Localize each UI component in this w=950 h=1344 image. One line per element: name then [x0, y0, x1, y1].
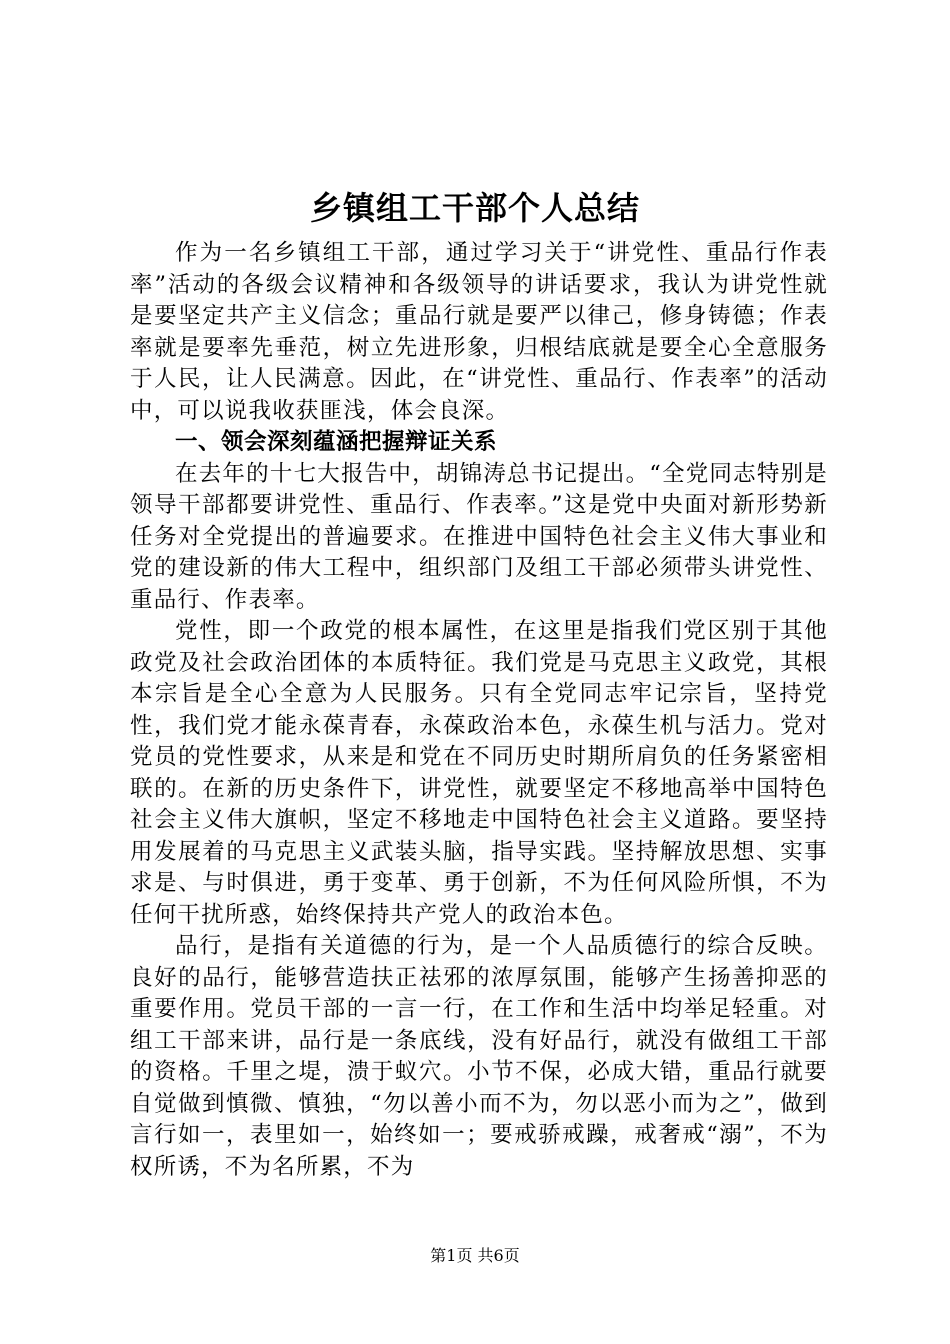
intro-paragraph: 作为一名乡镇组工干部，通过学习关于“讲党性、重品行作表率”活动的各级会议精神和各级领导的讲话要求，我认为讲党性就是要坚定共产主义信念；重品行就是要严以律己，修身铸德；作表率就是要率先垂范，树立先进形象，归根结底就是要全心全意服务于人民，让人民满意。因此，在“讲党性、重品行、作表率”的活动中，可以说我收获匪浅，体会良深。	[130, 240, 828, 424]
section-heading: 一、领会深刻蕴涵把握辩证关系	[175, 429, 498, 455]
document-body	[130, 238, 828, 1183]
body-paragraph: 品行，是指有关道德的行为，是一个人品质德行的综合反映。良好的品行，能够营造扶正祛邪的浓厚氛围，能够产生扬善抑恶的重要作用。党员干部的一言一行，在工作和生活中均举足轻重。对组工干部来讲，品行是一条底线，没有好品行，就没有做组工干部的资格。千里之堤，溃于蚁穴。小节不保，必成大错，重品行就要自觉做到慎微、慎独，“勿以善小而不为，勿以恶小而为之”，做到言行如一，表里如一，始终如一；要戒骄戒躁，戒奢戒“溺”，不为权所诱，不为名所累，不为	[130, 933, 828, 1180]
body-paragraph: 党性，即一个政党的根本属性，在这里是指我们党区别于其他政党及社会政治团体的本质特征。我们党是马克思主义政党，其根本宗旨是全心全意为人民服务。只有全党同志牢记宗旨，坚持党性，我们党才能永葆青春，永葆政治本色，永葆生机与活力。党对党员的党性要求，从来是和党在不同历史时期所肩负的任务紧密相联的。在新的历史条件下，讲党性，就要坚定不移地高举中国特色社会主义伟大旗帜，坚定不移地走中国特色社会主义道路。要坚持用发展着的马克思主义武装头脑，指导实践。坚持解放思想、实事求是、与时俱进，勇于变革、勇于创新，不为任何风险所惧，不为任何干扰所惑，始终保持共产党人的政治本色。	[130, 618, 828, 928]
body-paragraph: 在去年的十七大报告中，胡锦涛总书记提出。“全党同志特别是领导干部都要讲党性、重品行、作表率。”这是党中央面对新形势新任务对全党提出的普遍要求。在推进中国特色社会主义伟大事业和党的建设新的伟大工程中，组织部门及组工干部必须带头讲党性、重品行、作表率。	[130, 460, 828, 613]
document-title: 乡镇组工干部个人总结	[309, 189, 640, 227]
page-footer: 第1页 共6页	[430, 1246, 520, 1265]
